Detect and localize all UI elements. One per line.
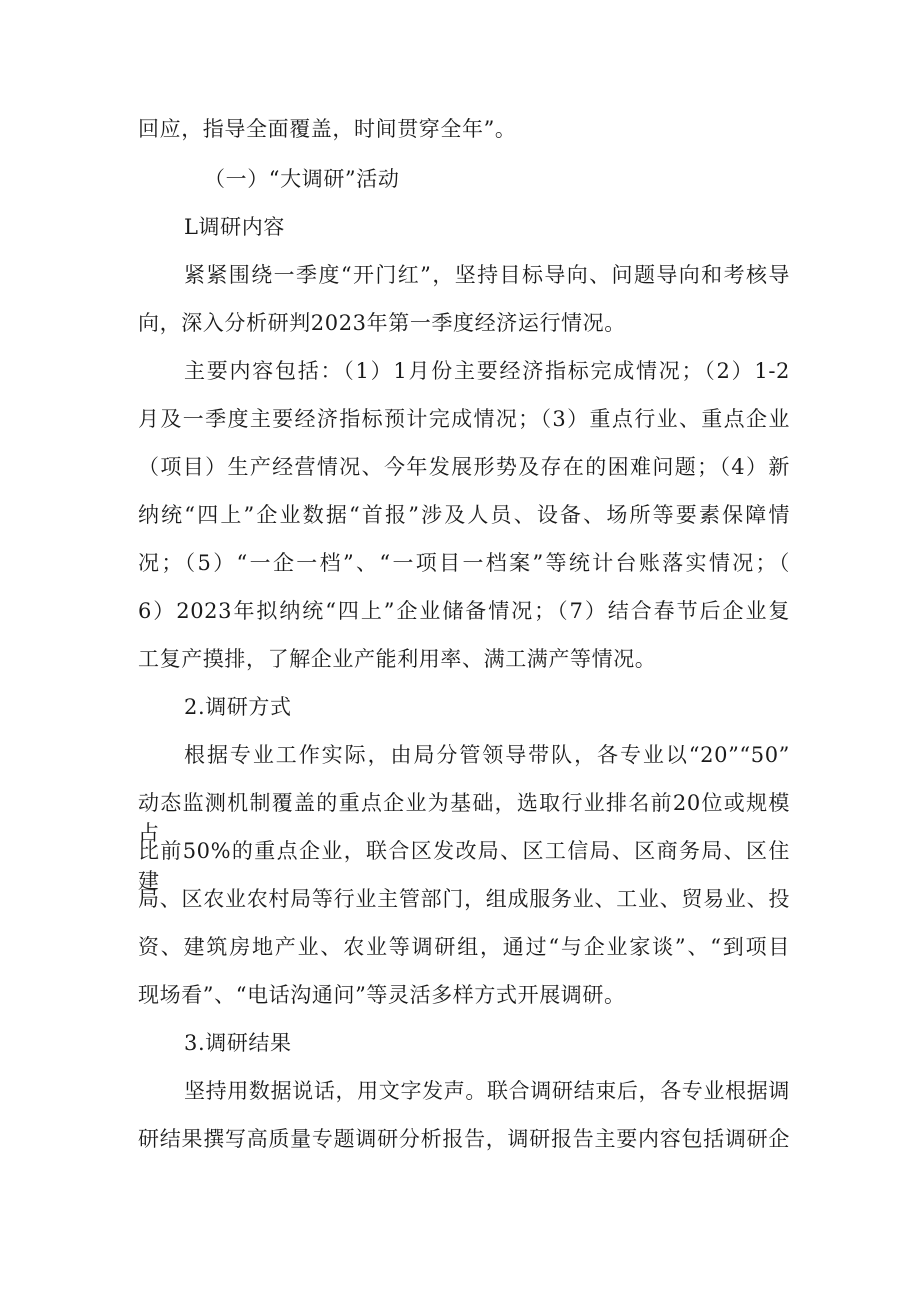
paragraph-line: 局、区农业农村局等行业主管部门，组成服务业、工业、贸易业、投 (138, 887, 790, 911)
paragraph-line: 主要内容包括：（1）1月份主要经济指标完成情况；（2）1-2 (184, 359, 790, 383)
paragraph-line: 向，深入分析研判2023年第一季度经济运行情况。 (138, 311, 626, 335)
paragraph-line: 坚持用数据说话，用文字发声。联合调研结束后，各专业根据调 (184, 1079, 790, 1103)
paragraph-line: 研结果撰写高质量专题调研分析报告，调研报告主要内容包括调研企 (138, 1127, 790, 1151)
paragraph-line: 根据专业工作实际，由局分管领导带队，各专业以“20”“50” (184, 743, 790, 767)
paragraph-line: 工复产摸排，了解企业产能利用率、满工满产等情况。 (138, 647, 657, 671)
section-heading: （一）“大调研”活动 (204, 167, 400, 191)
paragraph-line: （项目）生产经营情况、今年发展形势及存在的困难问题；（4）新 (138, 455, 790, 479)
subsection-heading: 2.调研方式 (184, 695, 292, 719)
paragraph-line: 现场看”、“电话沟通问”等灵活多样方式开展调研。 (138, 983, 626, 1007)
text-line: 回应，指导全面覆盖，时间贯穿全年”。 (138, 117, 517, 141)
paragraph-line: 况；（5）“一企一档”、“一项目一档案”等统计台账落实情况；（ (138, 551, 790, 575)
paragraph-line: 紧紧围绕一季度“开门红”，坚持目标导向、问题导向和考核导 (184, 263, 790, 287)
subsection-heading: L调研内容 (184, 215, 285, 239)
paragraph-line: 6）2023年拟纳统“四上”企业储备情况；（7）结合春节后企业复 (138, 599, 790, 623)
subsection-heading: 3.调研结果 (184, 1031, 292, 1055)
paragraph-line: 纳统“四上”企业数据“首报”涉及人员、设备、场所等要素保障情 (138, 503, 790, 527)
paragraph-line: 动态监测机制覆盖的重点企业为基础，选取行业排名前20位或规模占 (138, 791, 790, 845)
paragraph-line: 月及一季度主要经济指标预计完成情况；（3）重点行业、重点企业 (138, 407, 790, 431)
paragraph-line: 资、建筑房地产业、农业等调研组，通过“与企业家谈”、“到项目 (138, 935, 790, 959)
paragraph-line: 比前50%的重点企业，联合区发改局、区工信局、区商务局、区住建 (138, 839, 790, 893)
